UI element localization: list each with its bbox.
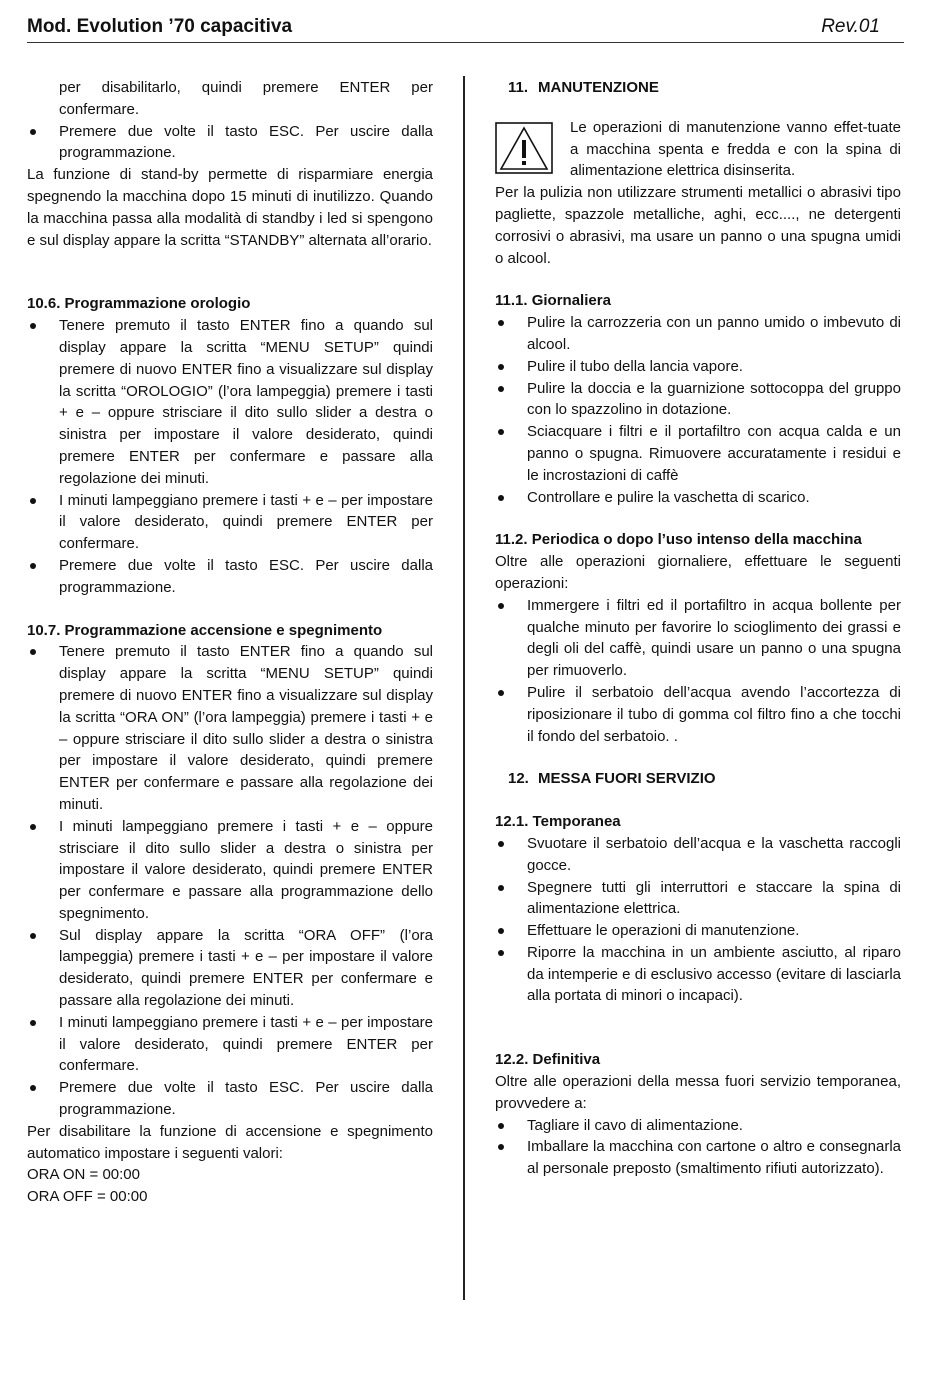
bullet-icon [30, 1085, 36, 1091]
section-heading-12-1 [495, 811, 901, 833]
list-item [495, 487, 901, 509]
section-11-2-list [495, 595, 901, 748]
bullet-icon [30, 563, 36, 569]
cleaning-paragraph: Per la pulizia non utilizzare strumenti metallici o abrasivi tipo pagliette, spazzole metalliche, aghi, ecc...., ne detergenti corrosivi o abrasivi, ma usare un panno o una spugna umidi o alcool. [495, 184, 901, 267]
list-item [27, 315, 433, 489]
section-title: Programmazione accensione e spegnimento [64, 621, 383, 639]
list-item [495, 682, 901, 747]
list-item [27, 641, 433, 815]
section-number: 11. [508, 79, 529, 96]
list-item-text: Pulire il serbatoio dell’acqua avendo l’accortezza di riposizionare il tubo di gomma col filtro fino a che tocchi il fondo del serbatoio. . [527, 683, 901, 745]
list-item-text: Tenere premuto il tasto ENTER fino a quando sul display appare la scritta “MENU SETUP” quindi premere di nuovo ENTER fino a visualizzare sul display la scritta “ORA ON” (l’ora lampeggia) premere i tasti + e – oppure strisciare il dito sullo slider a destra o sinistra per impostare il valore desiderato, quindi premere ENTER per confermare e passare alla regolazione dei minuti. [59, 643, 433, 813]
warning-triangle-icon [495, 122, 553, 174]
standby-paragraph: La funzione di stand-by permette di risparmiare energia spegnendo la macchina dopo 15 minuti di inutilizzo. Quando la macchina passa alla modalità di standby i led si spengono e sul display appare la scritta “STANDBY” alternata all’orario. [27, 166, 433, 249]
list-item-text: Sul display appare la scritta “ORA OFF” (l’ora lampeggia) premere i tasti + e – per impostare il valore desiderato, quindi premere ENTER per confermare e passare alla regolazione dei minuti. [59, 926, 433, 1010]
list-item-text: I minuti lampeggiano premere i tasti + e – per impostare il valore desiderato, quindi premere ENTER per confermare. [59, 491, 433, 553]
section-11-2-intro: Oltre alle operazioni giornaliere, effettuare le seguenti operazioni: [495, 553, 901, 592]
bullet-icon [498, 841, 504, 847]
list-item-text: Imballare la macchina con cartone o altro e consegnarla al personale preposto (smaltimento rifiuti autorizzato). [527, 1138, 901, 1178]
section-title: MANUTENZIONE [538, 79, 659, 96]
list-item-text: Controllare e pulire la vaschetta di scarico. [527, 488, 810, 506]
list-item-text: Tagliare il cavo di alimentazione. [527, 1116, 743, 1134]
list-item-text: Premere due volte il tasto ESC. Per uscire dalla programmazione. [59, 556, 433, 596]
section-number: 12.2. [495, 1051, 529, 1069]
section-heading-10-6 [27, 293, 433, 315]
ora-on-value: ORA ON = 00:00 [27, 1166, 140, 1184]
list-item-text: Riporre la macchina in un ambiente asciutto, al riparo da intemperie e di esclusivo accesso (evitare di lasciarla alla portata di minori o incapaci). [527, 943, 901, 1005]
list-item [495, 920, 901, 942]
list-item-text: I minuti lampeggiano premere i tasti + e – per impostare il valore desiderato, quindi premere ENTER per confermare. [59, 1013, 433, 1075]
list-item [495, 378, 901, 422]
list-item-text: Pulire il tubo della lancia vapore. [527, 357, 743, 375]
list-item [495, 595, 901, 682]
list-item [495, 356, 901, 378]
section-10-7-list [27, 641, 433, 1121]
section-12-2-intro: Oltre alle operazioni della messa fuori servizio temporanea, provvedere a: [495, 1073, 901, 1112]
bullet-icon [30, 1020, 36, 1026]
list-item [495, 312, 901, 356]
list-item [27, 816, 433, 925]
section-title: Temporanea [532, 813, 621, 831]
section-12-2-list [495, 1115, 901, 1180]
list-item-text: Premere due volte il tasto ESC. Per uscire dalla programmazione. [59, 1079, 433, 1119]
section-title: Periodica o dopo l’uso intenso della macchina [531, 531, 862, 549]
section-number: 10.7. [27, 621, 61, 639]
bullet-icon [498, 885, 504, 891]
list-item [495, 1115, 901, 1137]
list-item-text: Immergere i filtri ed il portafiltro in acqua bollente per qualche minuto per favorire lo scioglimento dei grassi e degli oli del caffè, quindi usare un panno o una spugna per rimuoverlo. [527, 596, 901, 680]
section-number: 11.2. [495, 531, 528, 549]
list-item-text: Premere due volte il tasto ESC. Per uscire dalla programmazione. [59, 122, 433, 162]
bullet-icon [30, 498, 36, 504]
section-heading-11 [495, 77, 901, 99]
bullet-icon [30, 649, 36, 655]
column-divider [463, 76, 465, 1300]
bullet-icon [30, 129, 36, 135]
warning-block [495, 117, 901, 182]
bullet-icon [498, 364, 504, 370]
right-column [495, 77, 901, 1180]
list-item [27, 555, 433, 599]
bullet-icon [498, 950, 504, 956]
bullet-icon [498, 386, 504, 392]
ora-off-value: ORA OFF = 00:00 [27, 1188, 148, 1206]
bullet-icon [30, 323, 36, 329]
list-item-text: Pulire la doccia e la guarnizione sottocoppa del gruppo con lo spazzolino in dotazione. [527, 379, 901, 419]
list-item-text: per disabilitarlo, quindi premere ENTER per confermare. [59, 79, 433, 118]
section-title: Definitiva [532, 1051, 601, 1069]
list-item [495, 421, 901, 486]
section-10-6-list [27, 315, 433, 598]
list-item [27, 925, 433, 1012]
list-item-text: Svuotare il serbatoio dell’acqua e la vaschetta raccogli gocce. [527, 834, 901, 874]
bullet-icon [30, 824, 36, 830]
section-11-1-list [495, 312, 901, 508]
list-item [495, 833, 901, 877]
list-item [27, 1077, 433, 1121]
continued-list [27, 77, 433, 164]
list-item [495, 877, 901, 921]
list-item [27, 1012, 433, 1077]
list-item-text: Effettuare le operazioni di manutenzione. [527, 922, 800, 940]
list-item-text: Sciacquare i filtri e il portafiltro con acqua calda e un panno o spugna. Rimuovere accuratamente i residui e le incrostazioni di caffè [527, 423, 901, 484]
section-number: 12.1. [495, 813, 529, 831]
section-title: Programmazione orologio [64, 295, 251, 313]
bullet-icon [498, 603, 504, 609]
section-heading-12-2 [495, 1049, 901, 1071]
bullet-icon [498, 1123, 504, 1129]
section-title: MESSA FUORI SERVIZIO [538, 770, 716, 788]
page-header [27, 14, 904, 43]
warning-text: Le operazioni di manutenzione vanno effet-tuate a macchina spenta e fredda e con la spina di alimentazione elettrica disinserita. [570, 118, 901, 180]
list-item-text: I minuti lampeggiano premere i tasti + e – oppure strisciare il dito sullo slider a destra o sinistra per impostare il valore desiderato, quindi premere ENTER per confermare e passare alla programmazione dello spegnimento. [59, 817, 433, 922]
section-heading-11-2 [495, 529, 901, 551]
bullet-icon [498, 690, 504, 696]
list-item-text: Tenere premuto il tasto ENTER fino a quando sul display appare la scritta “MENU SETUP” quindi premere di nuovo ENTER fino a visualizzare sul display la scritta “OROLOGIO” (l’ora lampeggia) premere i tasti + e – oppure strisciare il dito sullo slider a destra o sinistra per impostare il valore desiderato, quindi premere ENTER per confermare e passare alla regolazione dei minuti. [59, 317, 433, 487]
section-heading-11-1 [495, 290, 901, 312]
section-number: 12. [508, 770, 529, 788]
list-item [495, 1136, 901, 1180]
list-item [27, 77, 433, 121]
section-number: 11.1. [495, 292, 528, 310]
left-column [27, 77, 433, 1208]
bullet-icon [30, 933, 36, 939]
document-title: Mod. Evolution ’70 capacitiva [27, 16, 293, 37]
section-heading-10-7 [27, 620, 433, 642]
bullet-icon [498, 495, 504, 501]
section-number: 10.6. [27, 295, 61, 313]
section-title: Giornaliera [531, 292, 611, 310]
bullet-icon [498, 928, 504, 934]
bullet-icon [498, 429, 504, 435]
disable-paragraph: Per disabilitare la funzione di accensione e spegnimento automatico impostare i seguenti valori: [27, 1122, 433, 1162]
list-item-text: Spegnere tutti gli interruttori e staccare la spina di alimentazione elettrica. [527, 878, 901, 918]
section-12-1-list [495, 833, 901, 1007]
bullet-icon [498, 1144, 504, 1150]
list-item [27, 490, 433, 555]
list-item [27, 121, 433, 165]
revision-label: Rev.01 [821, 16, 880, 37]
section-heading-12 [495, 768, 901, 790]
bullet-icon [498, 320, 504, 326]
list-item-text: Pulire la carrozzeria con un panno umido o imbevuto di alcool. [527, 314, 901, 353]
list-item [495, 942, 901, 1007]
